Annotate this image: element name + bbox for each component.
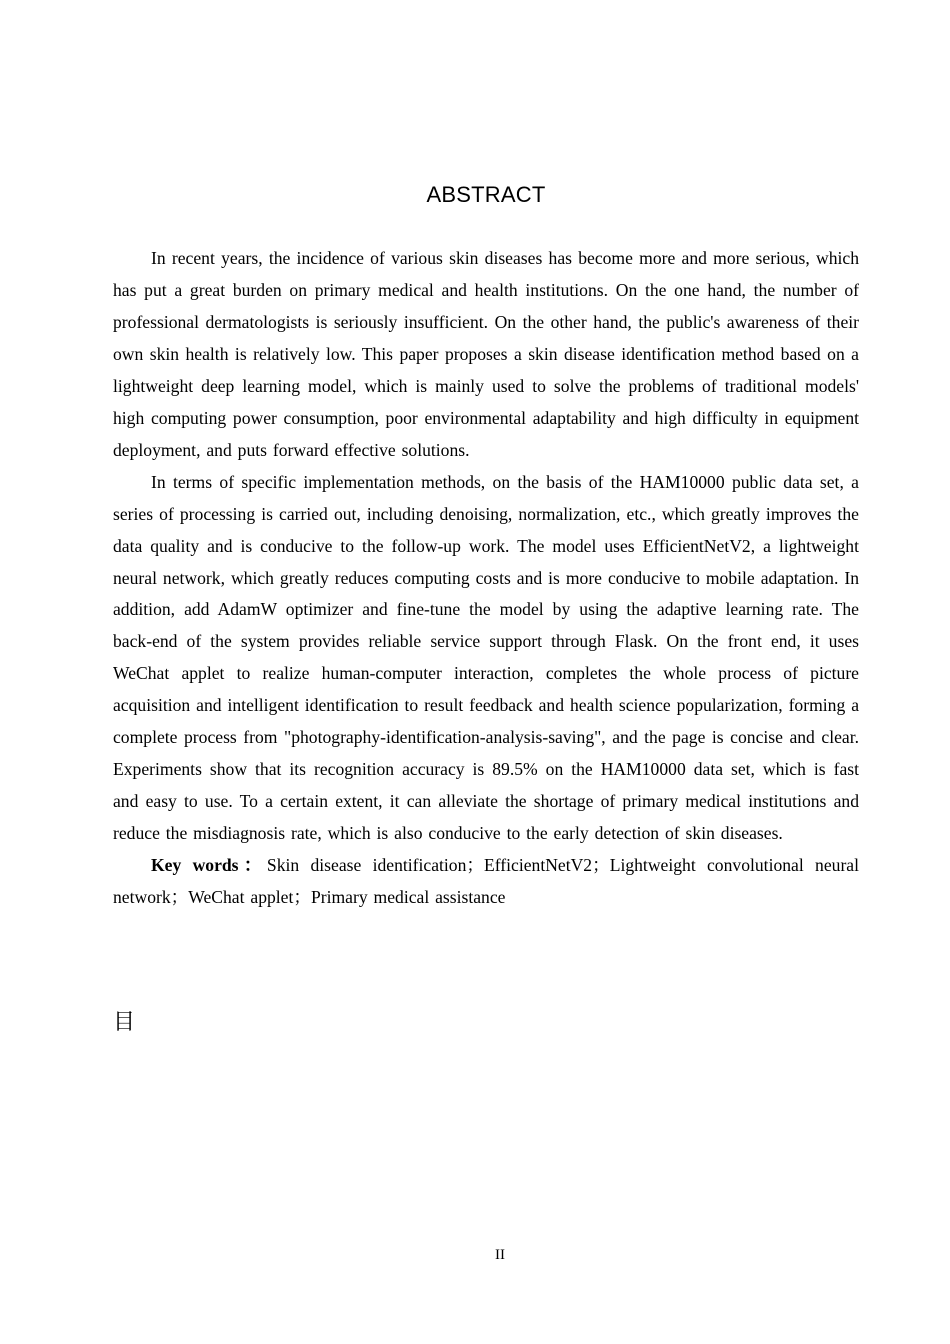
keywords-label: Key words：: [151, 855, 267, 876]
keywords-text: Skin disease identification；EfficientNetV2；Lightweight convolutional neural network；WeChat applet；Primary medical assistance: [113, 855, 859, 907]
page-number: II: [495, 1247, 505, 1263]
stray-character: 目: [113, 1010, 136, 1035]
abstract-paragraph-1: In recent years, the incidence of various skin diseases has become more and more serious, which has put a great burden on primary medical and health institutions. On the one hand, the number of professional dermatologists is seriously insufficient. On the other hand, the public's awareness of their own skin health is relatively low. This paper proposes a skin disease identification method based on a lightweight deep learning model, which is mainly used to solve the problems of traditional models' high computing power consumption, poor environmental adaptability and high difficulty in equipment deployment, and puts forward effective solutions.: [113, 248, 859, 460]
abstract-paragraph-2: In terms of specific implementation methods, on the basis of the HAM10000 public data set, a series of processing is carried out, including denoising, normalization, etc., which greatly improves the data quality and is conducive to the follow-up work. The model uses EfficientNetV2, a lightweight neural network, which greatly reduces computing costs and is more conducive to mobile adaptation. In addition, add AdamW optimizer and fine-tune the model by using the adaptive learning rate. The back-end of the system provides reliable service support through Flask. On the front end, it uses WeChat applet to realize human-computer interaction, completes the whole process of picture acquisition and intelligent identification to result feedback and health science popularization, forming a complete process from "photography-identification-analysis-saving", and the page is concise and clear. Experiments show that its recognition accuracy is 89.5% on the HAM10000 data set, which is fast and easy to use. To a certain extent, it can alleviate the shortage of primary medical institutions and reduce the misdiagnosis rate, which is also conducive to the early detection of skin diseases.: [113, 471, 859, 844]
abstract-title: ABSTRACT: [426, 182, 546, 207]
keywords-line: [113, 850, 859, 913]
abstract-body: [113, 243, 859, 913]
